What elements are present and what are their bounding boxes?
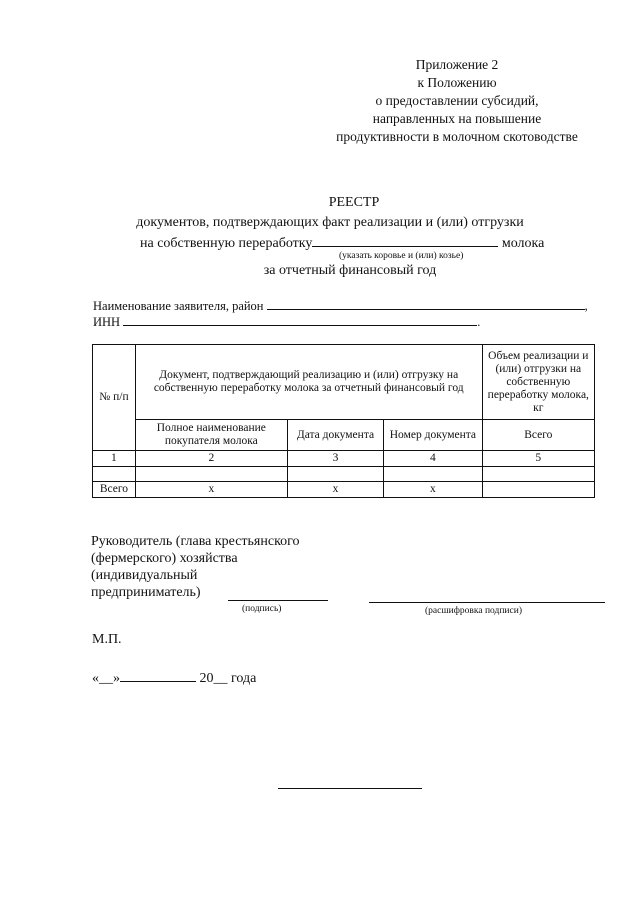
signature-decode-caption: (расшифровка подписи) (425, 606, 522, 616)
title-line-4: за отчетный финансовый год (263, 263, 437, 278)
date-year[interactable]: 20__ года (199, 671, 257, 686)
table-cell[interactable] (287, 467, 383, 482)
title-word: РЕЕСТР (328, 195, 380, 210)
head-line-3: (индивидуальный (91, 568, 198, 583)
document-number-header: Номер документа (384, 420, 482, 451)
volume-group-header: Объем реализации и (или) отгрузки на собственную переработку молока, кг (482, 345, 594, 420)
column-number-5: 5 (482, 451, 594, 467)
inn-row (93, 313, 480, 330)
table-cell[interactable] (93, 467, 136, 482)
head-line-2: (фермерского) хозяйства (91, 551, 238, 566)
applicant-name-row (93, 297, 588, 314)
applicant-name-label: Наименование заявителя, район (93, 299, 264, 313)
appendix-line-3: о предоставлении субсидий, (375, 93, 539, 108)
volume-total-header: Всего (482, 420, 594, 451)
total-cell-volume[interactable] (482, 482, 594, 498)
date-line (92, 668, 256, 687)
total-label: Всего (93, 482, 136, 498)
head-line-4: предприниматель) (91, 585, 201, 600)
table-cell[interactable] (384, 467, 482, 482)
document-group-header: Документ, подтверждающий реализацию и (или) отгрузку на собственную переработку молока за отчетный финансовый год (135, 345, 482, 420)
signature-line[interactable] (228, 600, 328, 601)
total-cell-number: х (384, 482, 482, 498)
appendix-header (307, 56, 607, 146)
inn-end: . (477, 315, 481, 329)
head-line-1: Руководитель (глава крестьянского (91, 534, 300, 549)
signature-decode-line[interactable] (369, 602, 605, 603)
column-number-4: 4 (384, 451, 482, 467)
total-cell-date: х (287, 482, 383, 498)
column-number-3: 3 (287, 451, 383, 467)
table-row (93, 467, 595, 482)
total-row (93, 482, 595, 498)
date-month-field[interactable] (120, 668, 196, 682)
applicant-name-end: , (584, 299, 588, 313)
table-cell[interactable] (135, 467, 287, 482)
total-cell-buyer: х (135, 482, 287, 498)
date-day[interactable]: «__» (92, 671, 120, 686)
col-number-header: № п/п (93, 345, 136, 451)
appendix-line-2: к Положению (417, 75, 497, 90)
document-date-header: Дата документа (287, 420, 383, 451)
stamp-label: М.П. (92, 632, 122, 647)
head-title (91, 533, 300, 601)
register-table (92, 344, 595, 498)
title-line-2: документов, подтверждающих факт реализации и (или) отгрузки (136, 215, 524, 230)
appendix-line-5: продуктивности в молочном скотоводстве (336, 129, 578, 144)
column-number-1: 1 (93, 451, 136, 467)
appendix-line-1: Приложение 2 (415, 57, 499, 72)
title-line-3 (140, 232, 544, 253)
title-line-3-suffix: молока (501, 236, 545, 251)
signature-caption: (подпись) (242, 604, 282, 614)
milk-type-blank[interactable] (312, 232, 498, 247)
applicant-name-field[interactable] (267, 297, 585, 310)
buyer-name-header: Полное наименование покупателя молока (135, 420, 287, 451)
column-number-2: 2 (135, 451, 287, 467)
inn-label: ИНН (93, 315, 121, 329)
milk-type-hint: (указать коровье и (или) козье) (339, 251, 464, 261)
table-cell[interactable] (482, 467, 594, 482)
column-numbers-row (93, 451, 595, 467)
appendix-line-4: направленных на повышение (372, 111, 542, 126)
table-header-row-1 (93, 345, 595, 420)
footer-divider (278, 788, 422, 789)
table-header-row-2 (93, 420, 595, 451)
inn-field[interactable] (123, 313, 477, 326)
title-line-3-prefix: на собственную переработку (140, 236, 313, 251)
